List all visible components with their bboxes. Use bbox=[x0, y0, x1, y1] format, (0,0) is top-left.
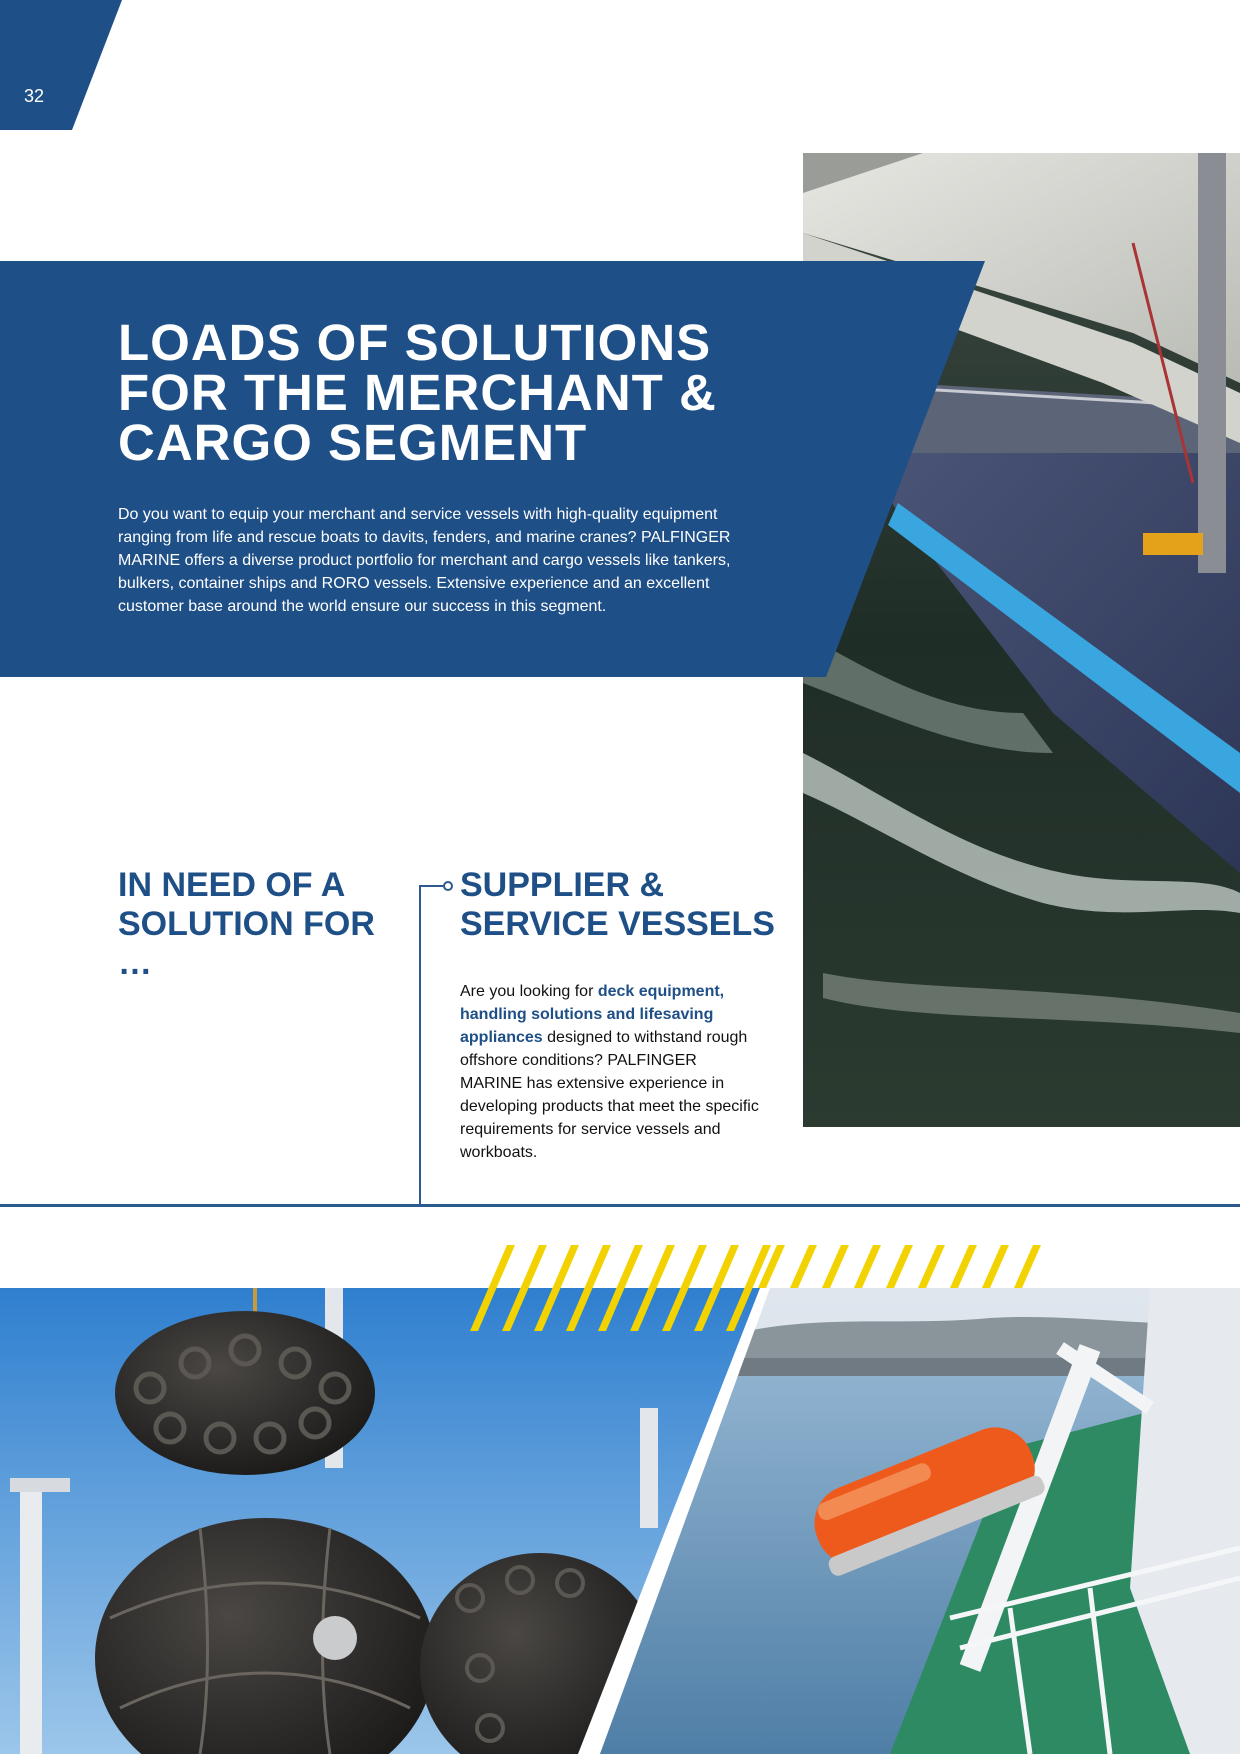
section-divider bbox=[0, 1204, 1240, 1207]
hazard-stripes bbox=[470, 1245, 1070, 1331]
supplier-heading: SUPPLIER & SERVICE VESSELS bbox=[460, 866, 775, 943]
connector-line bbox=[410, 876, 455, 1206]
supplier-highlight: deck equipment, handling solutions and lifesaving appliances bbox=[460, 983, 725, 1046]
intro-paragraph: Do you want to equip your merchant and service vessels with high-quality equipment ranging from life and rescue boats to davits, fenders, and marine cranes? PALFINGER MARINE offers a diverse product portfolio for merchant and cargo vessels like tankers, bulkers, container ships and RORO vessels. Extensive experience and an excellent customer base around the world ensure our success in this segment. bbox=[118, 506, 731, 615]
supplier-text-end: designed to withstand rough offshore conditions? PALFINGER MARINE has extensive experience in developing products that meet the specific requirements for service vessels and workboats. bbox=[460, 1029, 759, 1161]
page-title: LOADS OF SOLUTIONS FOR THE MERCHANT & CARGO SEGMENT bbox=[118, 314, 717, 471]
page-number-tab bbox=[0, 0, 125, 130]
supplier-text-start: Are you looking for bbox=[460, 983, 598, 1000]
page-number: 32 bbox=[24, 86, 45, 106]
supplier-paragraph bbox=[460, 980, 760, 1164]
lifeboat-photo bbox=[590, 1288, 1240, 1754]
need-heading: IN NEED OF A SOLUTION FOR … bbox=[118, 866, 375, 982]
